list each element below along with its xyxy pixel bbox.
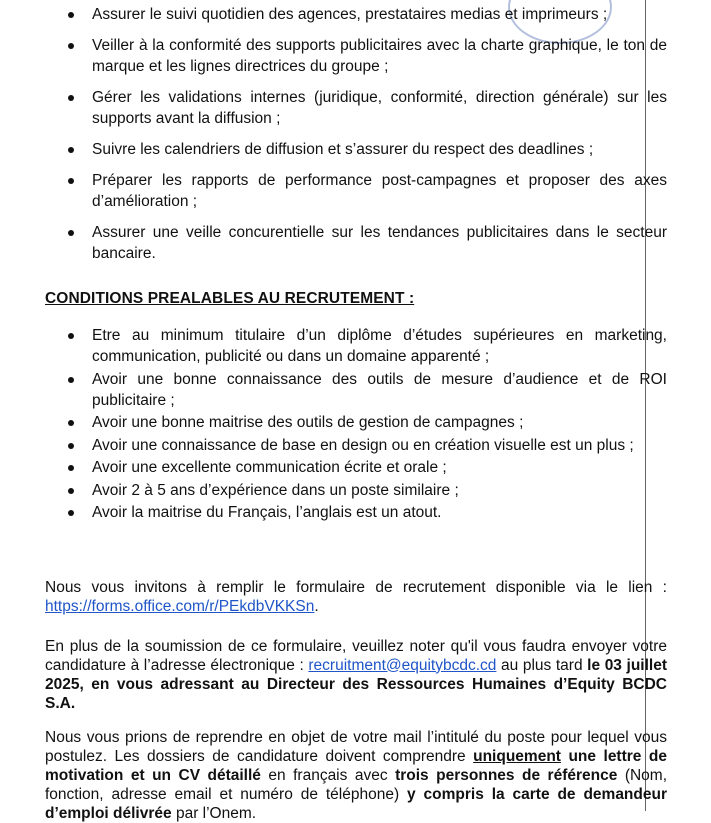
list-item: Avoir la maitrise du Français, l’anglais est un atout. — [0, 502, 711, 523]
invite-after: . — [314, 597, 319, 615]
subject-text-4: par l’Onem. — [171, 804, 257, 822]
deadline-text: le 03 juillet 2025, en vous adressant au Directeur des Ressources Humaines d’Equity BCDC S.A. — [45, 656, 667, 712]
section-heading: CONDITIONS PREALABLES AU RECRUTEMENT : — [45, 290, 415, 307]
emphasis-uniquement: uniquement — [473, 747, 561, 765]
invite-paragraph — [45, 578, 667, 616]
list-item: Préparer les rapports de performance post-campagnes et proposer des axes d’amélioration ; — [0, 170, 711, 212]
subject-paragraph — [45, 728, 667, 823]
list-item: Suivre les calendriers de diffusion et s’assurer du respect des deadlines ; — [0, 139, 711, 160]
submission-text: En plus de la soumission de ce formulaire, veuillez noter qu'il vous faudra envoyer votre candidature à l’adresse électronique : — [45, 637, 667, 674]
list-item: Gérer les validations internes (juridique, conformité, direction générale) sur les supports avant la diffusion ; — [0, 87, 711, 129]
list-item: Veiller à la conformité des supports publicitaires avec la charte graphique, le ton de marque et les lignes directrices du groupe ; — [0, 35, 711, 77]
emphasis-letter-cv: une lettre de motivation et un CV détaillé — [45, 747, 667, 784]
subject-text: Nous vous prions de reprendre en objet de votre mail l’intitulé du poste pour lequel vous postulez. Les dossiers de candidature doivent comprendre — [45, 728, 667, 765]
list-item: Avoir 2 à 5 ans d’expérience dans un poste similaire ; — [0, 480, 711, 501]
subject-text-3: (Nom, fonction, adresse email et numéro de téléphone) — [45, 766, 668, 803]
responsibilities-list — [0, 4, 711, 274]
list-item: Etre au minimum titulaire d’un diplôme d’études supérieures en marketing, communication, publicité ou dans un domaine apparenté ; — [0, 325, 711, 367]
emphasis-card: y compris la carte de demandeur d’emploi délivrée — [45, 785, 667, 822]
list-item: Assurer le suivi quotidien des agences, prestataires medias et imprimeurs ; — [0, 4, 711, 25]
email-link[interactable]: recruitment@equitybcdc.cd — [308, 656, 497, 674]
submission-text-2: au plus tard — [496, 656, 588, 674]
form-link[interactable]: https://forms.office.com/r/PEkdbVKKSn — [45, 597, 315, 615]
submission-paragraph — [45, 637, 667, 713]
invite-text: Nous vous invitons à remplir le formulaire de recrutement disponible via le lien : — [45, 578, 667, 596]
list-item: Avoir une bonne connaissance des outils de mesure d’audience et de ROI publicitaire ; — [0, 369, 711, 411]
emphasis-references: trois personnes de référence — [395, 766, 618, 784]
list-item: Avoir une connaissance de base en design ou en création visuelle est un plus ; — [0, 435, 711, 456]
list-item: Avoir une excellente communication écrite et orale ; — [0, 457, 711, 478]
subject-text-2: en français avec — [260, 766, 396, 784]
list-item: Assurer une veille concurentielle sur les tendances publicitaires dans le secteur bancaire. — [0, 222, 711, 264]
requirements-list — [0, 325, 711, 525]
list-item: Avoir une bonne maitrise des outils de gestion de campagnes ; — [0, 412, 711, 433]
